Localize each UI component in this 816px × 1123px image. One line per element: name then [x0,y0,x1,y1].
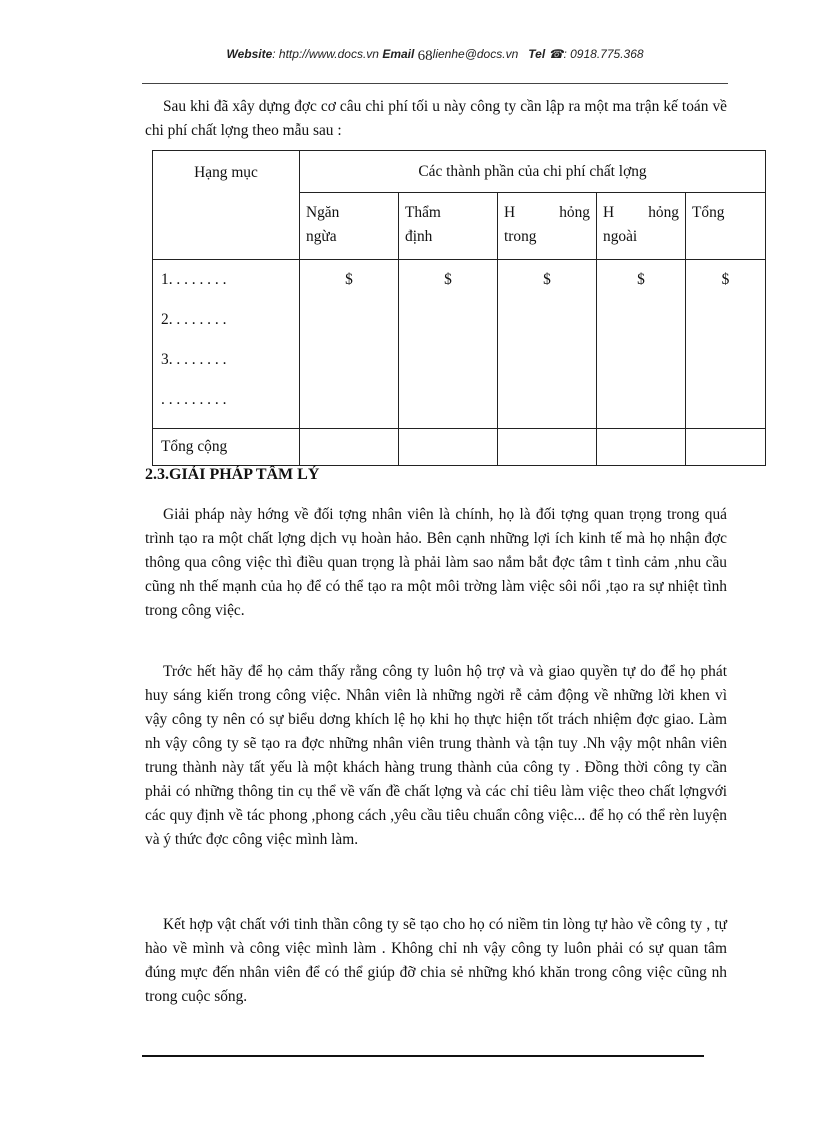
email-label: Email [382,47,415,61]
body-paragraph-2: Trớc hết hãy để họ cảm thấy rằng công ty luôn hộ trợ và và giao quyền tự do để họ phát huy sáng kiến trong công việc. Nhân viên là những ngời rễ cảm động về những lời khen vì vậy công ty nên có sự biểu dơng khích lệ họ khi họ thực hiện tốt trách nhiệm đợc giao. Làm nh vậy công ty sẽ tạo ra đợc những nhân viên trung thành và tận tuy .Nh vậy một nhân viên trung thành này tất yếu là một khách hàng trung thành của công ty . Đồng thời công ty cần phải có những thông tin cụ thể về vấn đề chất lợng và các chỉ tiêu làm việc theo chất lợngvới các quy định về tác phong ,phong cách ,yêu cầu tiêu chuẩn công việc... để họ có thể rèn luyện và ý thức đợc công việc mình làm. [145,663,727,848]
item-list-cell [153,260,300,429]
list-item: 1. . . . . . . . [161,271,227,288]
sub-header-internal-failure: H hỏng trong [498,193,597,260]
sub-header-prevention: Ngăn ngừa [300,193,399,260]
empty-cell [597,429,686,466]
footer-rule [142,1055,704,1057]
dollar-cell: $ [686,260,766,429]
tel-value: : 0918.775.368 [563,47,644,61]
sub-header-appraisal: Thẩm định [399,193,498,260]
website-value: : http://www.docs.vn [272,47,379,61]
page-number: 68 [417,48,433,64]
list-item: 2. . . . . . . . [161,311,227,328]
col-header-category: Hạng mục [153,151,300,260]
body-paragraph-3: Kết hợp vật chất với tinh thần công ty sẽ tạo cho họ có niềm tin lòng tự hào về công ty , tự hào về mình và công việc mình làm . Không chỉ nh vậy công ty luôn phải có sự quan tâm đúng mực đến nhân viên để có thể giúp đỡ chia sẻ những khó khăn trong công việc cũng nh trong cuộc sống. [145,916,727,1005]
dollar-cell: $ [300,260,399,429]
cost-matrix-table [152,150,766,466]
empty-cell [300,429,399,466]
empty-cell [399,429,498,466]
page-header [140,46,730,63]
body-paragraph-1: Giải pháp này hớng về đối tợng nhân viên là chính, họ là đối tợng quan trọng trong quá trình tạo ra một chất lợng dịch vụ hoàn hảo. Bên cạnh những lợi ích kinh tế mà họ nhận đợc thông qua công việc thì điều quan trọng là phải làm sao nắm bắt đợc tâm t tình cảm ,nhu cầu cũng nh thế mạnh của họ để có thể tạo ra một môi trờng làm việc sôi nổi ,tạo ra sự nhiệt tình trong công việc. [145,506,727,619]
header-rule [142,83,728,84]
intro-paragraph: Sau khi đã xây dựng đợc cơ câu chi phí tối u này công ty cần lập ra một ma trận kế toán về chi phí chất lợng theo mẫu sau : [145,98,727,139]
empty-cell [498,429,597,466]
list-item: 3. . . . . . . . [161,351,227,368]
phone-icon: ☎ [548,47,564,61]
total-row-label: Tổng cộng [153,429,300,466]
sub-header-external-failure: H hỏng ngoài [597,193,686,260]
group-header: Các thành phần của chi phí chất lợng [300,151,766,193]
empty-cell [686,429,766,466]
list-item: . . . . . . . . . [161,391,227,408]
dollar-cell: $ [399,260,498,429]
email-value: lienhe@docs.vn [432,47,519,61]
website-label: Website [226,47,273,61]
tel-label: Tel [528,47,546,61]
dollar-cell: $ [498,260,597,429]
sub-header-total: Tổng [686,193,766,260]
dollar-cell: $ [597,260,686,429]
section-title: 2.3.GIẢI PHÁP TÂM LÝ [145,466,320,483]
